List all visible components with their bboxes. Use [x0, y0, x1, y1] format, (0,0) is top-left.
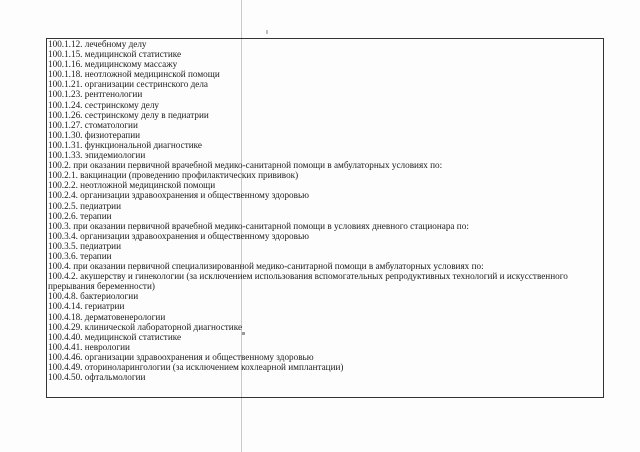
- section-heading: 100.2. при оказании первичной врачебной медико-санитарной помощи в амбулаторных условиях по:: [48, 160, 443, 171]
- list-item: 100.1.31. функциональной диагностике: [48, 139, 202, 150]
- list-item: 100.2.4. организации здравоохранения и общественному здоровью: [48, 190, 310, 201]
- list-item: 100.1.24. сестринскому делу: [48, 99, 160, 110]
- list-item: 100.4.14. гериатрии: [48, 301, 125, 312]
- list-item: 100.3.5. педиатрии: [48, 240, 122, 251]
- list-item: 100.1.23. рентгенологии: [48, 89, 143, 100]
- list-item: 100.4.40. медицинской статистике: [48, 331, 182, 342]
- section-heading: 100.3. при оказании первичной врачебной медико-санитарной помощи в условиях дневного стационара по:: [48, 220, 469, 231]
- list-item: 100.4.41. неврологии: [48, 341, 130, 352]
- section-heading: 100.4. при оказании первичной специализированной медико-санитарной помощи в амбулаторных условиях по:: [48, 261, 484, 272]
- list-item: 100.1.12. лечебному делу: [48, 39, 147, 49]
- list-item: 100.4.2. акушерству и гинекологии (за исключением использования вспомогательных репродуктивных технологий и искусственного прерывания беременности): [48, 271, 568, 292]
- list-item: 100.2.2. неотложной медицинской помощи: [48, 180, 216, 191]
- list-item: 100.4.29. клинической лабораторной диагностике: [48, 321, 243, 332]
- list-item: 100.3.4. организации здравоохранения и общественному здоровью: [48, 230, 310, 241]
- list-item: 100.1.21. организации сестринского дела: [48, 79, 209, 90]
- list-item: 100.1.16. медицинскому массажу: [48, 59, 178, 70]
- scan-mark: [266, 30, 268, 34]
- list-item: 100.2.5. педиатрии: [48, 200, 122, 211]
- list-item: 100.1.33. эпидемиологии: [48, 150, 146, 161]
- list-item: 100.3.6. терапии: [48, 250, 112, 261]
- list-item: 100.4.46. организации здравоохранения и общественному здоровью: [48, 351, 314, 362]
- list-item: 100.1.26. сестринскому делу в педиатрии: [48, 109, 209, 120]
- list-item: 100.4.8. бактериологии: [48, 291, 139, 302]
- list-item: 100.2.6. терапии: [48, 210, 112, 221]
- list-item: 100.1.27. стоматологии: [48, 119, 138, 130]
- list-item: 100.2.1. вакцинации (проведению профилактических прививок): [48, 170, 299, 181]
- list-item: 100.4.50. офтальмологии: [48, 372, 146, 383]
- list-item: 100.4.49. оториноларингологии (за исключением кохлеарной имплантации): [48, 362, 344, 372]
- list-item: 100.1.30. физиотерапии: [48, 129, 141, 140]
- list-item: 100.1.18. неотложной медицинской помощи: [48, 69, 220, 80]
- list-item: 100.1.15. медицинской статистике: [48, 49, 182, 60]
- list-item: 100.4.18. дерматовенерологии: [48, 311, 166, 322]
- licensed-services-list: [48, 39, 600, 382]
